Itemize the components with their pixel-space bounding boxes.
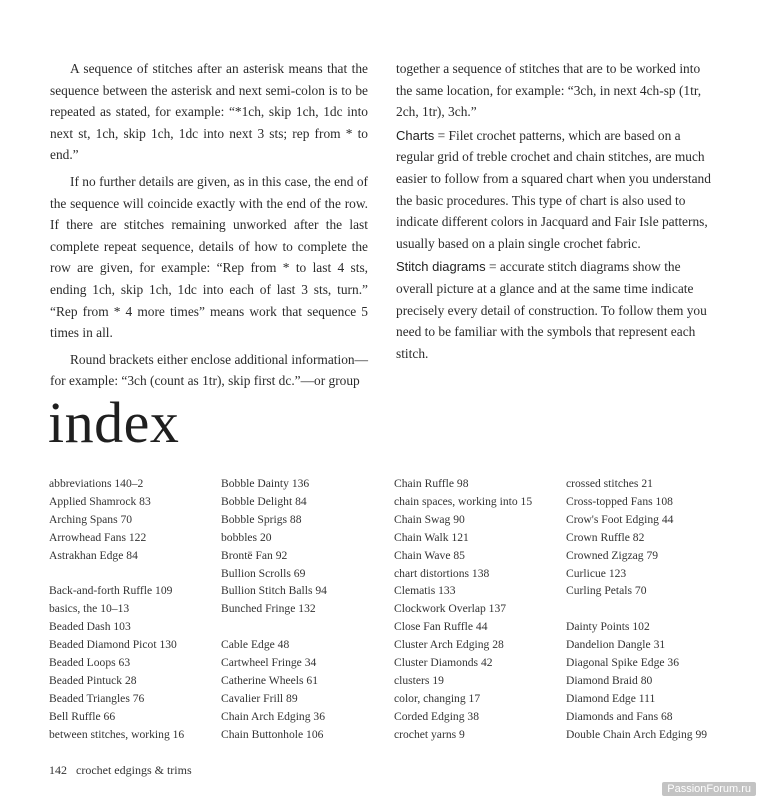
index-entry: color, changing 17: [394, 691, 481, 705]
index-entry: Beaded Pintuck 28: [49, 673, 137, 687]
index-entry: Chain Arch Edging 36: [221, 709, 326, 723]
index-entry: Crown Ruffle 82: [566, 530, 645, 544]
index-entry: bobbles 20: [221, 530, 272, 544]
index-entry: Dainty Points 102: [566, 620, 650, 634]
index-entry: Cross-topped Fans 108: [566, 494, 673, 508]
stitch-diagrams-description: = accurate stitch diagrams show the overall picture at a glance and at the same time indicate precisely every detail of construction. To follow them you need to be familiar with the symbols that represent each stitch.: [396, 259, 707, 361]
index-entry: chart distortions 138: [394, 566, 490, 580]
term-stitch-diagrams: Stitch diagrams: [396, 259, 486, 275]
index-entry: Bobble Dainty 136: [221, 477, 310, 490]
index-entry: Cavalier Frill 89: [221, 691, 298, 705]
paragraph-stitch-diagrams: [396, 256, 716, 364]
index-entry: Chain Walk 121: [394, 530, 469, 544]
index-entry: Diamond Braid 80: [566, 673, 653, 687]
instructions-right-column: [396, 58, 716, 366]
index-entry: Bell Ruffle 66: [49, 709, 116, 723]
index-entry: Chain Wave 85: [394, 548, 465, 562]
index-entry: Back-and-forth Ruffle 109: [49, 584, 173, 598]
index-entry: clusters 19: [394, 673, 444, 687]
index-column: [221, 475, 391, 744]
watermark: PassionForum.ru: [662, 782, 756, 796]
index-entry: crochet yarns 9: [394, 727, 465, 741]
paragraph-continuation: together a sequence of stitches that are to be worked into the same location, for example: “3ch, in next 4ch-sp (1tr, 2ch, 1tr), 3ch.”: [396, 61, 702, 120]
page-footer: [49, 763, 192, 778]
index-entry: Bunched Fringe 132: [221, 602, 316, 616]
index-entry: crossed stitches 21: [566, 477, 653, 490]
index-entry: Beaded Diamond Picot 130: [49, 638, 177, 652]
index-column: [394, 475, 564, 744]
index-entry: Bobble Sprigs 88: [221, 512, 302, 526]
index-entry: chain spaces, working into 15: [394, 494, 533, 508]
index-column: [49, 475, 219, 744]
index-entry: Diagonal Spike Edge 36: [566, 656, 680, 670]
index-entry: Curlicue 123: [566, 566, 627, 580]
index-entry: Curling Petals 70: [566, 584, 647, 598]
index-entry: Chain Swag 90: [394, 512, 465, 526]
index-entry: Clockwork Overlap 137: [394, 602, 507, 616]
index-entry: Diamonds and Fans 68: [566, 709, 673, 723]
index-entry: Brontë Fan 92: [221, 548, 288, 562]
index-entry: Diamond Edge 111: [566, 691, 656, 705]
index-entry: Dandelion Dangle 31: [566, 638, 666, 652]
index-entry: Beaded Dash 103: [49, 620, 131, 634]
index-letter-gap: [221, 618, 391, 636]
index-letter-gap: [566, 600, 736, 618]
paragraph-asterisk: A sequence of stitches after an asterisk means that the sequence between the asterisk and next semi-colon is to be repeated as stated, for example: “*1ch, skip 1ch, 1dc into next st, 1ch, skip 1ch, 1dc into next 3 sts; rep from * to end.”: [50, 61, 368, 163]
index-entry: Beaded Loops 63: [49, 656, 131, 670]
index-entry: Bullion Stitch Balls 94: [221, 584, 327, 598]
index-entry: Clematis 133: [394, 584, 456, 598]
index-entry: Cluster Diamonds 42: [394, 656, 493, 670]
index-entry: Crow's Foot Edging 44: [566, 512, 674, 526]
index-entry: Close Fan Ruffle 44: [394, 620, 488, 634]
index-entry: Beaded Triangles 76: [49, 691, 145, 705]
index-entry: abbreviations 140–2: [49, 477, 144, 490]
paragraph-repeat-details: If no further details are given, as in this case, the end of the sequence will coincide exactly with the end of the row. If there are stitches remaining unworked after the last complete repeat sequence, details of how to complete the row are given, for example: “Rep from * to last 4 sts, ending 1ch, skip 1ch, 1dc into each of last 3 sts, turn.” “Rep from * 4 more times” means work that sequence 5 times in all.: [50, 173, 368, 341]
paragraph-round-brackets: Round brackets either enclose additional information—for example: “3ch (count as 1tr), skip first dc.”—or group: [50, 351, 368, 389]
index-entry: Arching Spans 70: [49, 512, 133, 526]
index-entry: Cable Edge 48: [221, 638, 290, 652]
index-entry: Crowned Zigzag 79: [566, 548, 659, 562]
charts-description: = Filet crochet patterns, which are based on a regular grid of treble crochet and chain stitches, are much easier to follow from a squared chart when you understand the basic procedures. This type of chart is also used to indicate different colors in Jacquard and Fair Isle patterns, usually based on a plain single crochet fabric.: [396, 127, 711, 251]
index-entry: Arrowhead Fans 122: [49, 530, 147, 544]
index-entry: Chain Ruffle 98: [394, 477, 469, 490]
index-entry: Catherine Wheels 61: [221, 673, 319, 687]
index-entry: between stitches, working 16: [49, 727, 185, 741]
index-entry: Astrakhan Edge 84: [49, 548, 138, 562]
page-number: 142: [49, 763, 67, 777]
index-entry: Cartwheel Fringe 34: [221, 656, 317, 670]
section-title: crochet edgings & trims: [76, 763, 192, 777]
paragraph-charts: [396, 125, 716, 255]
index-entry: Cluster Arch Edging 28: [394, 638, 504, 652]
index-column: [566, 475, 736, 744]
index-entry: Corded Edging 38: [394, 709, 480, 723]
index-entry: Bobble Delight 84: [221, 494, 307, 508]
index-entry: Bullion Scrolls 69: [221, 566, 306, 580]
index-letter-gap: [49, 565, 219, 583]
term-charts: Charts: [396, 127, 435, 143]
index-heading: index: [48, 390, 180, 455]
index-entry: basics, the 10–13: [49, 602, 130, 616]
instructions-left-column: [50, 58, 368, 397]
index-entry: Double Chain Arch Edging 99: [566, 727, 708, 741]
index-entry: Chain Buttonhole 106: [221, 727, 324, 741]
index-entry: Applied Shamrock 83: [49, 494, 151, 508]
